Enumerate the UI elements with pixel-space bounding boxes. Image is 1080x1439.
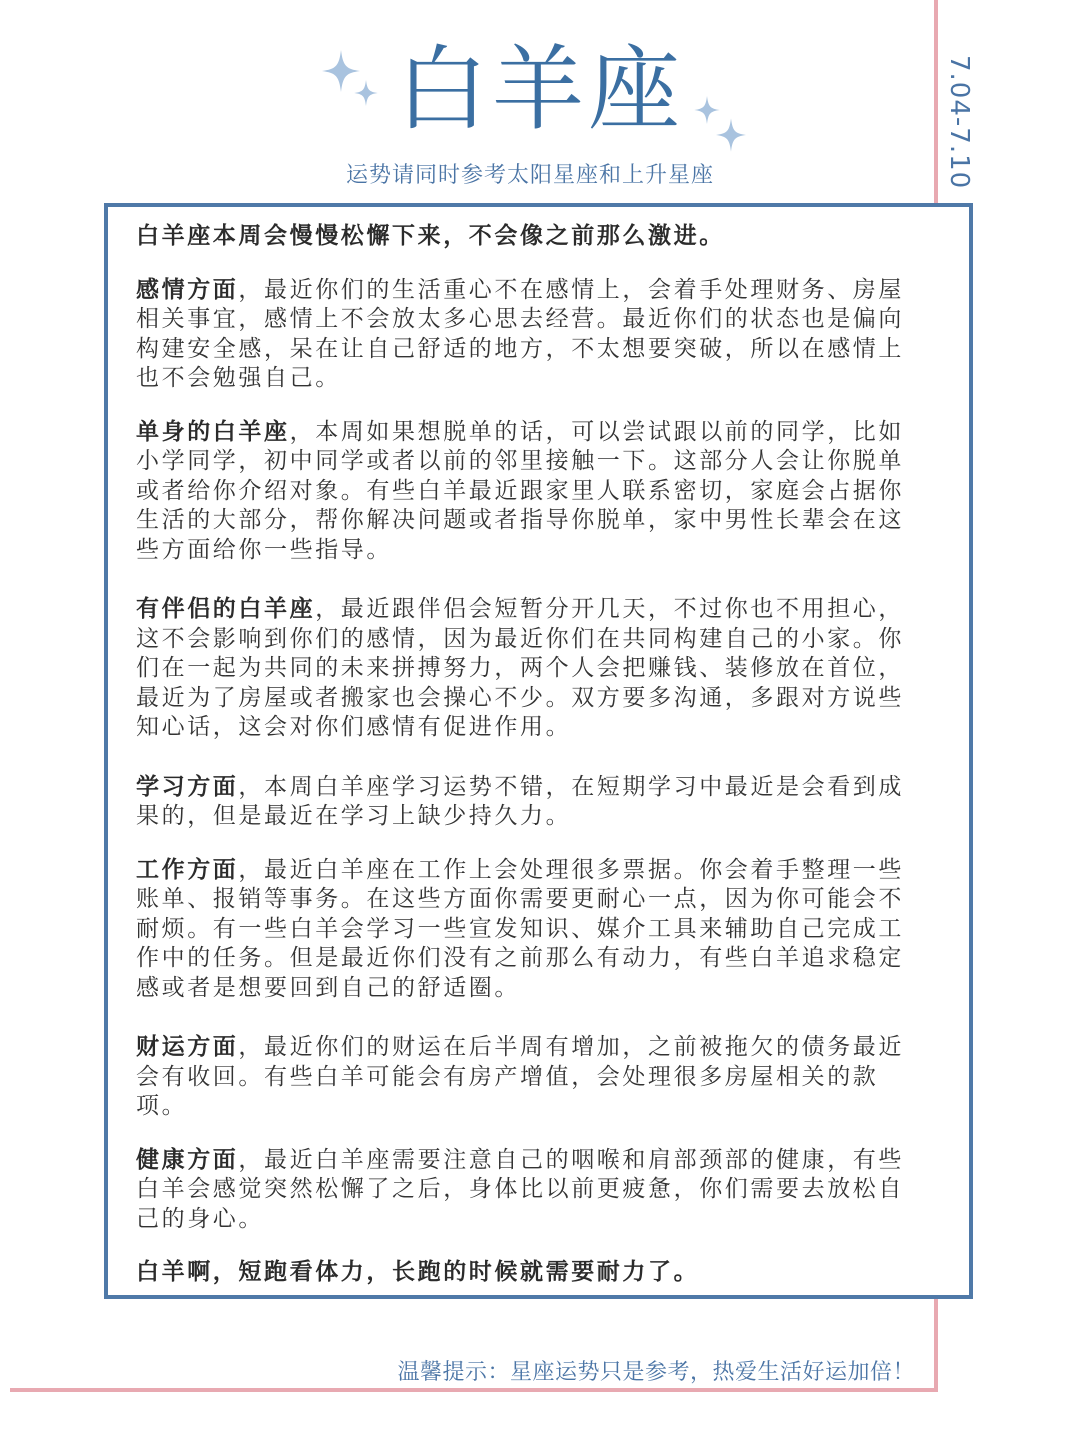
- date-range: 7.04-7.10: [944, 55, 974, 190]
- page-subtitle: 运势请同时参考太阳星座和上升星座: [345, 163, 714, 188]
- page-title: 白羊座: [395, 36, 684, 143]
- paragraph-love: [136, 276, 912, 394]
- paragraph-text: ，本周如果想脱单的话，可以尝试跟以前的同学，比如小学同学，初中同学或者以前的邻里接触一下。这部分人会让你脱单或者给你介绍对象。有些白羊最近跟家里人联系密切，家庭会占据你生活的大部分，帮你解决问题或者指导你脱单，家中男性长辈会在这些方面给你一些指导。: [136, 418, 905, 563]
- paragraph-study: [136, 773, 912, 832]
- paragraph-lead: 感情方面: [136, 276, 239, 303]
- paragraph-text: ，最近白羊座在工作上会处理很多票据。你会着手整理一些账单、报销等事务。在这些方面你需要更耐心一点，因为你可能会不耐烦。有一些白羊会学习一些宣发知识、媒介工具来辅助自己完成工作中的任务。但是最近你们没有之前那么有动力，有些白羊追求稳定感或者是想要回到自己的舒适圈。: [136, 856, 905, 1001]
- paragraph-lead: 白羊座本周会慢慢松懈下来，不会像之前那么激进。: [136, 223, 725, 249]
- paragraph-closing: [136, 1258, 912, 1288]
- paragraph-text: ，本周白羊座学习运势不错，在短期学习中最近是会看到成果的，但是最近在学习上缺少持久力。: [136, 773, 905, 829]
- paragraph-text: ，最近你们的生活重心不在感情上，会着手处理财务、房屋相关事宜，感情上不会放太多心思去经营。最近你们的状态也是偏向构建安全感，呆在让自己舒适的地方，不太想要突破，所以在感情上也不会勉强自己。: [136, 276, 905, 391]
- sparkle-left-small-icon: [354, 80, 378, 106]
- pink-frame-horizontal-line: [10, 1388, 938, 1392]
- paragraph-wealth: [136, 1033, 912, 1122]
- paragraph-text: ，最近白羊座需要注意自己的咽喉和肩部颈部的健康，有些白羊会感觉突然松懈了之后，身体比以前更疲惫，你们需要去放松自己的身心。: [136, 1146, 905, 1232]
- paragraph-lead: 学习方面: [136, 773, 239, 800]
- paragraph-text: ，最近你们的财运在后半周有增加，之前被拖欠的债务最近会有收回。有些白羊可能会有房产增值，会处理很多房屋相关的款项。: [136, 1034, 905, 1119]
- paragraph-lead: 财运方面: [136, 1034, 239, 1060]
- paragraph-intro: [136, 222, 912, 252]
- horoscope-content: [136, 222, 912, 1288]
- paragraph-lead: 单身的白羊座: [136, 418, 290, 445]
- paragraph-single: [136, 418, 912, 566]
- paragraph-lead: 健康方面: [136, 1146, 239, 1173]
- paragraph-partnered: [136, 595, 912, 743]
- sparkle-right-large-icon: [716, 118, 746, 152]
- paragraph-text: ，最近跟伴侣会短暂分开几天，不过你也不用担心，这不会影响到你们的感情，因为最近你们在共同构建自己的小家。你们在一起为共同的未来拼搏努力，两个人会把赚钱、装修放在首位，最近为了房屋或者搬家也会操心不少。双方要多沟通，多跟对方说些知心话，这会对你们感情有促进作用。: [136, 596, 905, 740]
- paragraph-work: [136, 856, 912, 1004]
- paragraph-health: [136, 1146, 912, 1235]
- paragraph-lead: 工作方面: [136, 856, 239, 883]
- paragraph-lead: 有伴侣的白羊座: [136, 596, 316, 622]
- paragraph-lead: 白羊啊，短跑看体力，长跑的时候就需要耐力了。: [136, 1259, 700, 1285]
- footer-tip: 温馨提示：星座运势只是参考，热爱生活好运加倍！: [397, 1360, 915, 1385]
